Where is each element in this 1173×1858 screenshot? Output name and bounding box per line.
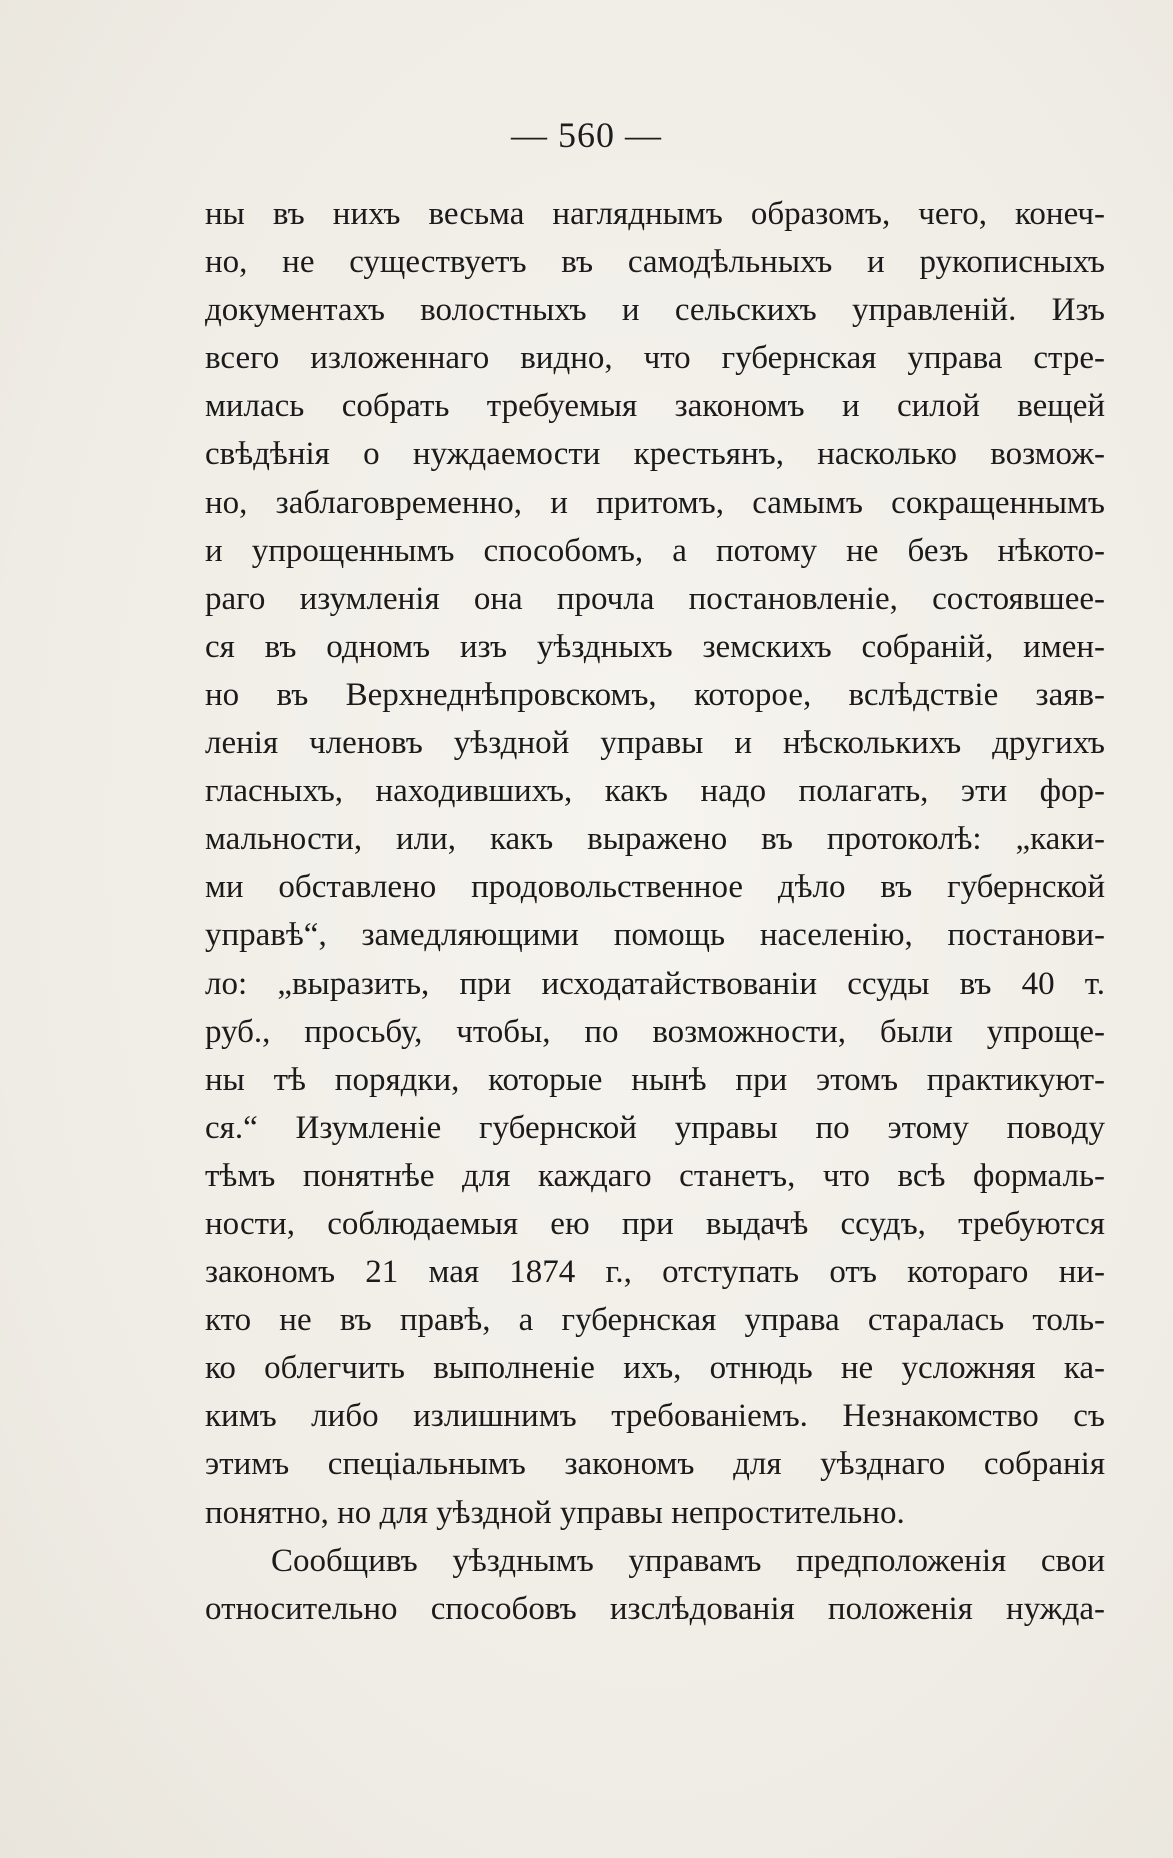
text-line: ности, соблюдаемыя ею при выдачѣ ссудъ, требуются (205, 1205, 1105, 1242)
paragraph (205, 190, 1105, 1537)
text-line: кимъ либо излишнимъ требованіемъ. Незнакомство съ (205, 1398, 1105, 1435)
text-line: ленія членовъ уѣздной управы и нѣсколькихъ другихъ (205, 725, 1105, 762)
text-line: ло: „выразить, при исходатайствованіи ссуды въ 40 т. (205, 965, 1105, 1002)
text-line: и упрощеннымъ способомъ, а потому не безъ нѣкото- (205, 532, 1105, 569)
text-line: этимъ спеціальнымъ закономъ для уѣзднаго собранія (205, 1446, 1105, 1483)
text-line: свѣдѣнія о нуждаемости крестьянъ, насколько возмож- (205, 436, 1105, 473)
text-line: ко облегчить выполненіе ихъ, отнюдь не усложняя ка- (205, 1350, 1105, 1387)
text-line: руб., просьбу, чтобы, по возможности, были упроще- (205, 1013, 1105, 1050)
text-line: документахъ волостныхъ и сельскихъ управленій. Изъ (205, 292, 1105, 329)
body-text (205, 190, 1105, 1633)
text-line: ны въ нихъ весьма нагляднымъ образомъ, чего, конеч- (205, 196, 1105, 232)
text-line: мальности, или, какъ выражено въ протоколѣ: „каки- (205, 821, 1105, 858)
text-line: кто не въ правѣ, а губернская управа старалась толь- (205, 1302, 1105, 1339)
paragraph (205, 1537, 1105, 1633)
text-line: всего изложеннаго видно, что губернская управа стре- (205, 340, 1105, 377)
text-line: раго изумленія она прочла постановленіе, состоявшее- (205, 580, 1105, 617)
text-line: относительно способовъ изслѣдованія положенія нужда- (205, 1590, 1105, 1627)
text-line: но въ Верхнеднѣпровскомъ, которое, вслѣдствіе заяв- (205, 676, 1105, 713)
page-number: — 560 — (511, 115, 662, 155)
text-line: но, заблаговременно, и притомъ, самымъ сокращеннымъ (205, 484, 1105, 521)
text-line: ны тѣ порядки, которые нынѣ при этомъ практикуют- (205, 1061, 1105, 1098)
text-line: ми обставлено продовольственное дѣло въ губернской (205, 869, 1105, 906)
text-line: закономъ 21 мая 1874 г., отступать отъ котораго ни- (205, 1254, 1105, 1291)
text-line: гласныхъ, находившихъ, какъ надо полагать, эти фор- (205, 773, 1105, 810)
text-line: ся въ одномъ изъ уѣздныхъ земскихъ собраній, имен- (205, 628, 1105, 665)
text-line: Сообщивъ уѣзднымъ управамъ предположенія свои (271, 1542, 1105, 1579)
text-line: но, не существуетъ въ самодѣльныхъ и рукописныхъ (205, 244, 1105, 281)
text-line: ся.“ Изумленіе губернской управы по этому поводу (205, 1109, 1105, 1146)
text-line: тѣмъ понятнѣе для каждаго станетъ, что всѣ формаль- (205, 1157, 1105, 1194)
text-line: милась собрать требуемыя закономъ и силой вещей (205, 388, 1105, 425)
text-line: управѣ“, замедляющими помощь населенію, постанови- (205, 917, 1105, 954)
text-line: понятно, но для уѣздной управы непростительно. (205, 1494, 905, 1531)
